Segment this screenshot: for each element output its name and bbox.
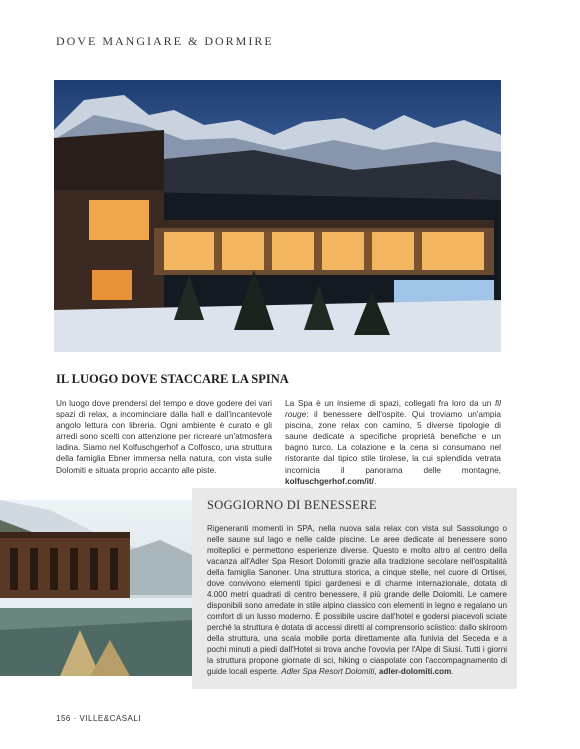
box-body: Rigeneranti momenti in SPA, nella nuova sala relax con vista sul Sassolungo o nelle saune sul lago e nelle calde piscine. Le aree dedicate al benessere sono molteplici e permettono esperienze diverse. Questo e molto altro al centro della vacanza all'Adler Spa Resort Dolomiti grazie alla tradizione secolare nell'ospitalità della famiglia Sanoner. Una struttura storica, a cinque stelle, nel cuore di Ortisei, dove convivono elementi tipici gardenesi e di charme internazionale, dotata di 4.000 metri quadrati di centro benessere, il più grande delle Dolomiti. Le camere disponibili sono arredate in stile alpino classico con elementi in legno e regalano un comfort di un lusso moderno. È possibile uscire dall'hotel e godersi piacevoli sciate perché la struttura è dotata di accessi diretti al comprensorio sciistico: dallo skiroom della struttura, una scala mobile porta direttamente alla funivia del Seceda e a pochi minuti a piedi dall'Hotel si trova anche l'ovovia per l'Alpe di Siusi. Tutti i giorni la struttura propone giornate di sci, hiking o ciaspolate con l'accompagnamento di guide locali esperte. xyxy=(207,524,507,676)
right-text-b: : il benessere dell'ospite. Qui troviamo un'ampia piscina, zone relax con camino, 5 diverse tipologie di saune dedicate a specifiche proprietà benefiche e un bagno turco. La colazione e la cena si consumano nel ristorante dal tipico stile tirolese, la cui splendida vetrata incornicia il panorama delle montagne, xyxy=(285,409,501,475)
box-title: SOGGIORNO DI BENESSERE xyxy=(207,498,377,512)
right-paragraph xyxy=(285,398,501,487)
right-text-a: La Spa è un insieme di spazi, collegati fra loro da un xyxy=(285,398,495,408)
right-text-italic: fil rouge xyxy=(285,398,501,420)
left-paragraph: Un luogo dove prendersi del tempo e dove godere dei vari spazi di relax, a incominciare dalla hall e dall'incantevole angolo lettura con libreria. Ogni ambiente è curato e gli arredi sono scelti con attenzione per ricreare un'atmosfera ladina. Siamo nel Kolfuschgerhof a Colfosco, una struttura della famiglia Ebner immersa nella natura, con vista sulle Dolomiti e situata proprio accanto alle piste. xyxy=(56,398,272,475)
page-footer: 156 · VILLE&CASALI xyxy=(56,714,142,723)
box-paragraph xyxy=(207,523,507,677)
article-title: IL LUOGO DOVE STACCARE LA SPINA xyxy=(56,372,289,386)
right-text-end: . xyxy=(373,475,377,486)
box-text xyxy=(207,523,507,677)
article-left-column xyxy=(56,398,272,476)
section-header: DOVE MANGIARE & DORMIRE xyxy=(56,34,274,48)
box-resort-name: Adler Spa Resort Dolomiti xyxy=(281,667,375,676)
article-right-column xyxy=(285,398,501,487)
box-sep: , xyxy=(374,667,379,676)
kolfuschgerhof-link[interactable]: kolfuschgerhof.com/it/ xyxy=(285,475,374,486)
adler-resort-photo xyxy=(0,500,192,676)
box-end: . xyxy=(451,667,454,676)
hotel-night-photo xyxy=(54,80,501,352)
adler-link[interactable]: adler-dolomiti.com xyxy=(378,667,452,676)
